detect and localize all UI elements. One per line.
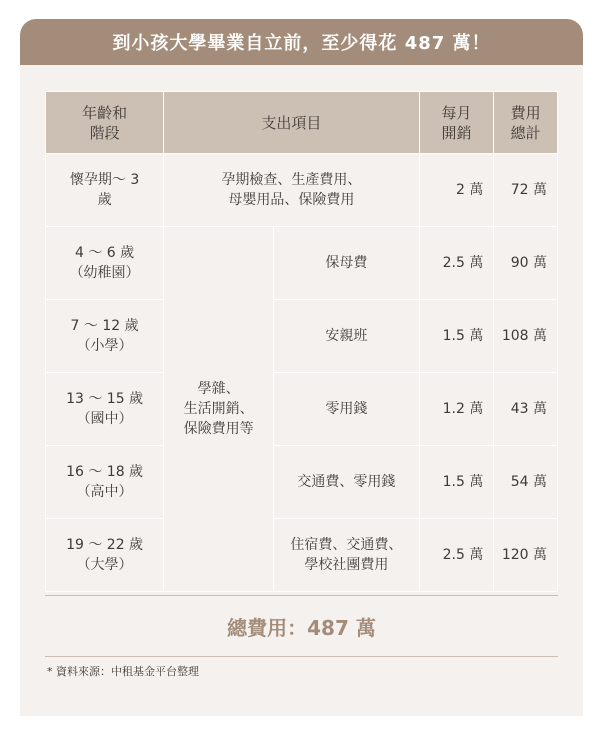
- total-cell: 120 萬: [494, 519, 558, 592]
- header-age: 年齡和 階段: [46, 92, 164, 154]
- table-row: [46, 154, 558, 227]
- monthly-cell: 2 萬: [419, 154, 494, 227]
- header-monthly: 每月 開銷: [419, 92, 494, 154]
- header-total: 費用 總計: [494, 92, 558, 154]
- page-title: 到小孩大學畢業自立前，至少得花 487 萬！: [20, 19, 583, 65]
- item-cell: 交通費、零用錢: [274, 446, 419, 519]
- total-cell: 108 萬: [494, 300, 558, 373]
- item-cell: 住宿費、交通費、 學校社團費用: [274, 519, 419, 592]
- infographic-card: [20, 19, 583, 716]
- age-cell: 4 ～ 6 歲 （幼稚園）: [46, 227, 164, 300]
- table-row: [46, 446, 558, 519]
- monthly-cell: 2.5 萬: [419, 519, 494, 592]
- monthly-cell: 1.5 萬: [419, 300, 494, 373]
- total-cell: 90 萬: [494, 227, 558, 300]
- monthly-cell: 1.5 萬: [419, 446, 494, 519]
- age-cell: 13 ～ 15 歲 （國中）: [46, 373, 164, 446]
- table-row: [46, 300, 558, 373]
- age-cell: 19 ～ 22 歲 （大學）: [46, 519, 164, 592]
- item-cell: 安親班: [274, 300, 419, 373]
- total-cell: 43 萬: [494, 373, 558, 446]
- table-row: [46, 519, 558, 592]
- items-cell: 孕期檢查、生產費用、 母嬰用品、保險費用: [164, 154, 419, 227]
- age-cell: 16 ～ 18 歲 （高中）: [46, 446, 164, 519]
- table-row: [46, 227, 558, 300]
- item-cell: 保母費: [274, 227, 419, 300]
- source-note: * 資料來源：中租基金平台整理: [47, 665, 199, 678]
- age-cell: 7 ～ 12 歲 （小學）: [46, 300, 164, 373]
- table-row: [46, 373, 558, 446]
- total-cell: 54 萬: [494, 446, 558, 519]
- monthly-cell: 1.2 萬: [419, 373, 494, 446]
- total-cell: 72 萬: [494, 154, 558, 227]
- cost-table: [45, 91, 558, 592]
- category-cell: 學雜、 生活開銷、 保險費用等: [164, 227, 274, 592]
- total-cost-summary: 總費用：487 萬: [45, 595, 558, 657]
- item-cell: 零用錢: [274, 373, 419, 446]
- age-cell: 懷孕期～ 3 歲: [46, 154, 164, 227]
- header-items: 支出項目: [164, 92, 419, 154]
- monthly-cell: 2.5 萬: [419, 227, 494, 300]
- table-header-row: [46, 92, 558, 154]
